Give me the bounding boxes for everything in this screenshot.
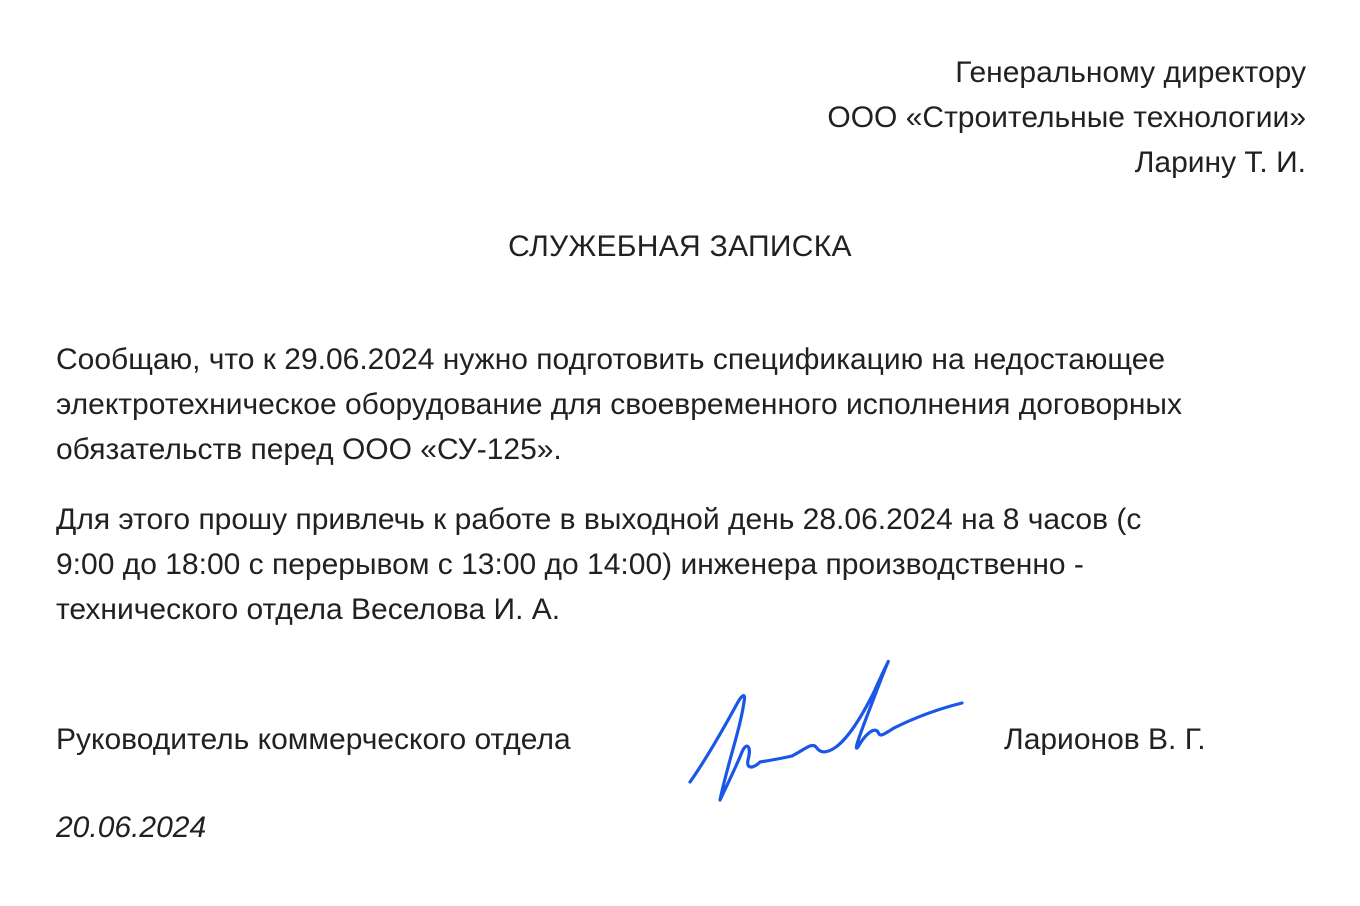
addressee-name: Ларину Т. И. <box>1134 146 1306 179</box>
paragraph-line: Для этого прошу привлечь к работе в выходной день 28.06.2024 на 8 часов (с <box>56 503 1142 536</box>
document-title: СЛУЖЕБНАЯ ЗАПИСКА <box>508 230 852 263</box>
paragraph-line: 9:00 до 18:00 с перерывом с 13:00 до 14:00) инженера производственно - <box>56 548 1084 581</box>
paragraph-line: технического отдела Веселова И. А. <box>56 593 561 626</box>
signer-position: Руководитель коммерческого отдела <box>56 723 571 756</box>
handwritten-signature <box>680 650 970 810</box>
body-paragraph-1 <box>56 337 1316 472</box>
paragraph-line: Сообщаю, что к 29.06.2024 нужно подготовить спецификацию на недостающее <box>56 343 1166 376</box>
signer-name: Ларионов В. Г. <box>1004 723 1206 756</box>
addressee-title: Генеральному директору <box>955 56 1306 89</box>
paragraph-line: электротехническое оборудование для своевременного исполнения договорных <box>56 388 1182 421</box>
body-paragraph-2 <box>56 497 1316 632</box>
paragraph-line: обязательств перед ООО «СУ-125». <box>56 433 562 466</box>
document-date: 20.06.2024 <box>56 811 207 844</box>
addressee-block <box>827 50 1306 185</box>
addressee-company: ООО «Строительные технологии» <box>827 101 1306 134</box>
